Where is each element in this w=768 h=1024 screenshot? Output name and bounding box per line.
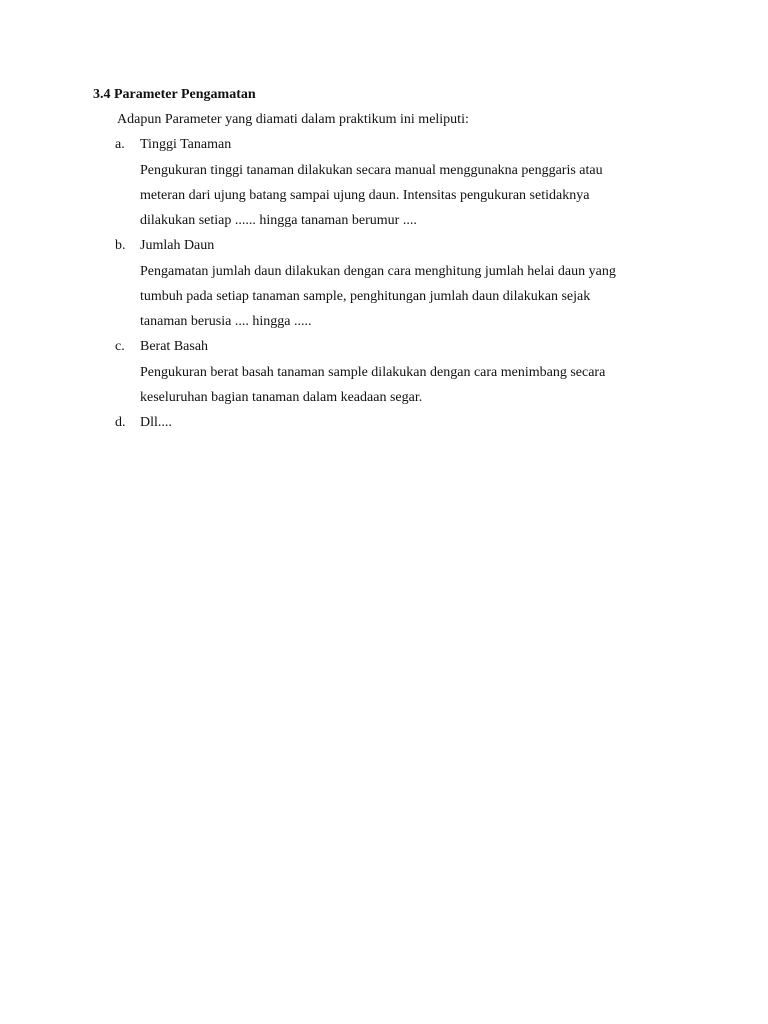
list-item-marker: b. — [115, 238, 126, 253]
list-item-marker: a. — [115, 137, 125, 152]
list-item-title: Jumlah Daun — [140, 238, 215, 253]
list-item-title: Berat Basah — [140, 339, 209, 354]
paragraph-line: Pengukuran berat basah tanaman sample dilakukan dengan cara menimbang secara — [140, 365, 606, 380]
section-heading: 3.4 Parameter Pengamatan — [93, 87, 256, 102]
list-item-marker: d. — [115, 415, 126, 430]
paragraph-line: Pengukuran tinggi tanaman dilakukan secara manual menggunakna penggaris atau — [140, 163, 603, 178]
section-intro: Adapun Parameter yang diamati dalam praktikum ini meliputi: — [117, 112, 469, 127]
list-item-title: Dll.... — [140, 415, 172, 430]
paragraph-line: Pengamatan jumlah daun dilakukan dengan cara menghitung jumlah helai daun yang — [140, 264, 616, 279]
paragraph-line: dilakukan setiap ...... hingga tanaman berumur .... — [140, 213, 417, 228]
paragraph-line: tanaman berusia .... hingga ..... — [140, 314, 312, 329]
paragraph-line: keseluruhan bagian tanaman dalam keadaan segar. — [140, 390, 423, 405]
paragraph-line: meteran dari ujung batang sampai ujung daun. Intensitas pengukuran setidaknya — [140, 188, 590, 203]
list-item-title: Tinggi Tanaman — [140, 137, 232, 152]
list-item-marker: c. — [115, 339, 125, 354]
paragraph-line: tumbuh pada setiap tanaman sample, penghitungan jumlah daun dilakukan sejak — [140, 289, 591, 304]
